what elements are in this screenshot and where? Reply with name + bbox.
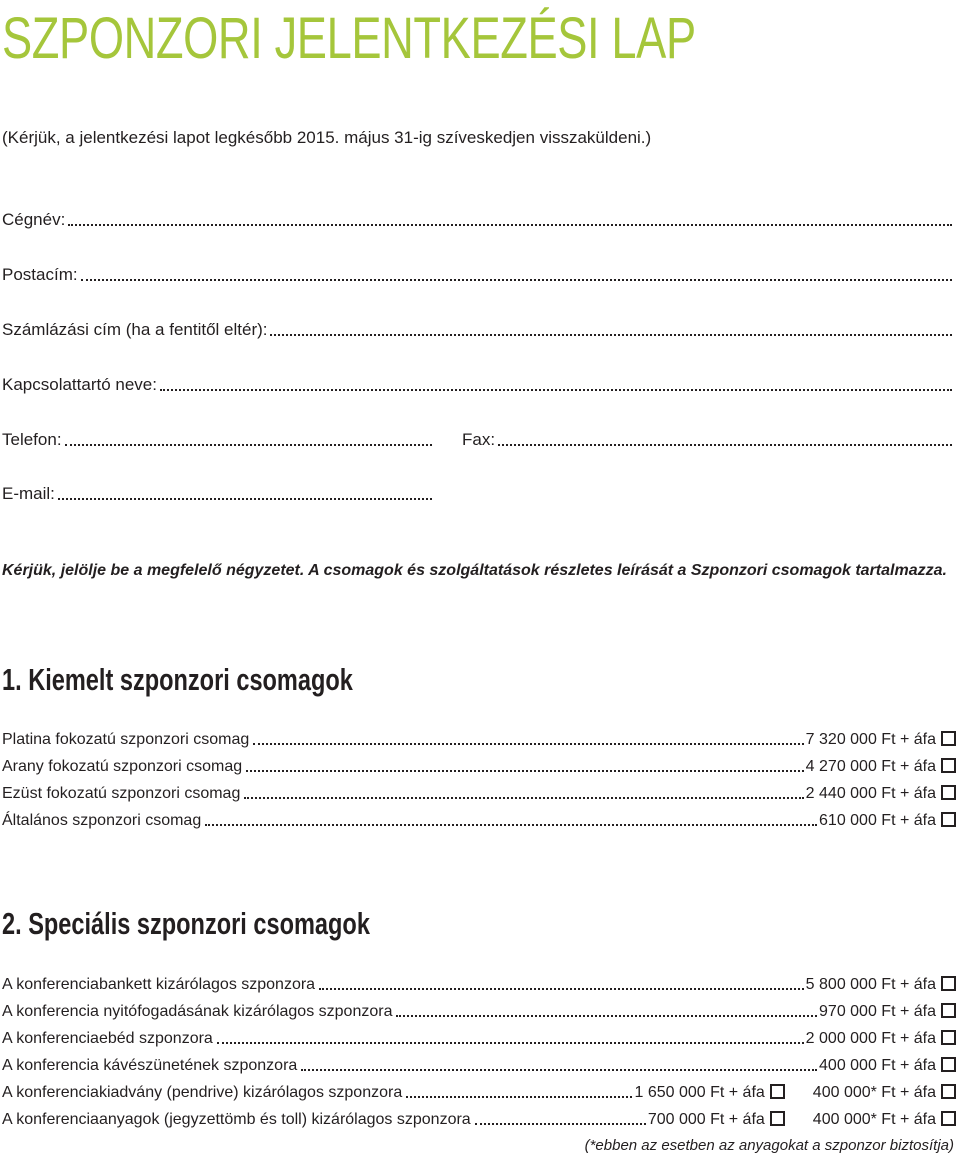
leader-dots [406,1096,632,1098]
checkbox[interactable] [941,1030,956,1045]
company-line[interactable] [68,224,952,226]
checkbox[interactable] [770,1084,785,1099]
special-row-lunch [2,1026,956,1048]
leader-dots [205,824,817,826]
contact-label: Kapcsolattartó neve: [2,375,157,394]
package-row-silver [2,781,956,803]
package-price: 5 800 000 Ft + áfa [805,976,936,993]
package-label: A konferencia nyitófogadásának kizárólagos szponzora [2,1003,393,1020]
checkbox[interactable] [941,812,956,827]
package-label: Platina fokozatú szponzori csomag [2,731,250,748]
phone-field[interactable] [2,428,432,450]
package-row-general [2,808,956,830]
package-price: 4 270 000 Ft + áfa [805,758,936,775]
package-price: 1 650 000 Ft + áfa [634,1084,765,1101]
company-label: Cégnév: [2,210,66,229]
email-line[interactable] [58,498,432,500]
checkbox-alt[interactable] [941,1084,956,1099]
leader-dots [246,770,804,772]
fax-line[interactable] [498,444,952,446]
special-row-materials [2,1107,956,1129]
contact-line[interactable] [160,389,952,391]
package-price: 400 000 Ft + áfa [819,1057,936,1074]
special-row-reception [2,999,956,1021]
billing-label: Számlázási cím (ha a fentitől eltér): [2,320,268,339]
checkbox[interactable] [941,1003,956,1018]
leader-dots [301,1069,817,1071]
checkbox[interactable] [941,731,956,746]
package-label: Arany fokozatú szponzori csomag [2,758,243,775]
package-label: Általános szponzori csomag [2,812,202,829]
package-price: 2 440 000 Ft + áfa [805,785,936,802]
package-price: 7 320 000 Ft + áfa [805,731,936,748]
package-price: 970 000 Ft + áfa [819,1003,936,1020]
checkbox[interactable] [941,758,956,773]
checkbox[interactable] [941,785,956,800]
leader-dots [253,743,803,745]
package-price: 700 000 Ft + áfa [647,1111,765,1128]
postal-field[interactable] [2,263,952,285]
leader-dots [217,1042,804,1044]
fax-label: Fax: [462,430,496,449]
instruction-note: Kérjük, jelölje be a megfelelő négyzetet. A csomagok és szolgáltatások részletes leírását a Szponzori csomagok tartalmazza. [2,562,947,579]
intro-text: (Kérjük, a jelentkezési lapot legkésőbb 2015. május 31-ig szíveskedjen visszaküldeni.) [2,128,652,147]
package-label: A konferenciabankett kizárólagos szponzora [2,976,316,993]
leader-dots [396,1015,817,1017]
postal-line[interactable] [81,279,952,281]
special-row-pendrive [2,1080,956,1102]
phone-line[interactable] [65,444,432,446]
special-row-coffee-break [2,1053,956,1075]
page-title: SZPONZORI JELENTKEZÉSI LAP [2,6,696,71]
package-price: 2 000 000 Ft + áfa [805,1030,936,1047]
contact-field[interactable] [2,373,952,395]
package-row-gold [2,754,956,776]
company-field[interactable] [2,208,952,230]
checkbox[interactable] [770,1111,785,1126]
postal-label: Postacím: [2,265,78,284]
package-label: A konferenciaanyagok (jegyzettömb és toll) kizárólagos szponzora [2,1111,471,1128]
package-label: A konferenciakiadvány (pendrive) kizárólagos szponzora [2,1084,403,1101]
email-field[interactable] [2,482,432,504]
package-price: 610 000 Ft + áfa [819,812,936,829]
package-price-alt: 400 000* Ft + áfa [812,1111,936,1128]
checkbox-alt[interactable] [941,1111,956,1126]
checkbox[interactable] [941,1057,956,1072]
section1-title: 1. Kiemelt szponzori csomagok [2,662,353,697]
billing-field[interactable] [2,318,952,340]
checkbox[interactable] [941,976,956,991]
leader-dots [244,797,803,799]
package-label: A konferencia kávészünetének szponzora [2,1057,298,1074]
package-row-platinum [2,727,956,749]
billing-line[interactable] [270,334,952,336]
fax-field[interactable] [462,428,952,450]
package-label: A konferenciaebéd szponzora [2,1030,213,1047]
footnote: (*ebben az esetben az anyagokat a szponzor biztosítja) [584,1137,954,1154]
phone-label: Telefon: [2,430,62,449]
section2-title: 2. Speciális szponzori csomagok [2,906,370,941]
special-row-banquet [2,972,956,994]
leader-dots [475,1123,646,1125]
leader-dots [319,988,804,990]
email-label: E-mail: [2,484,55,503]
package-price-alt: 400 000* Ft + áfa [812,1084,936,1101]
package-label: Ezüst fokozatú szponzori csomag [2,785,241,802]
